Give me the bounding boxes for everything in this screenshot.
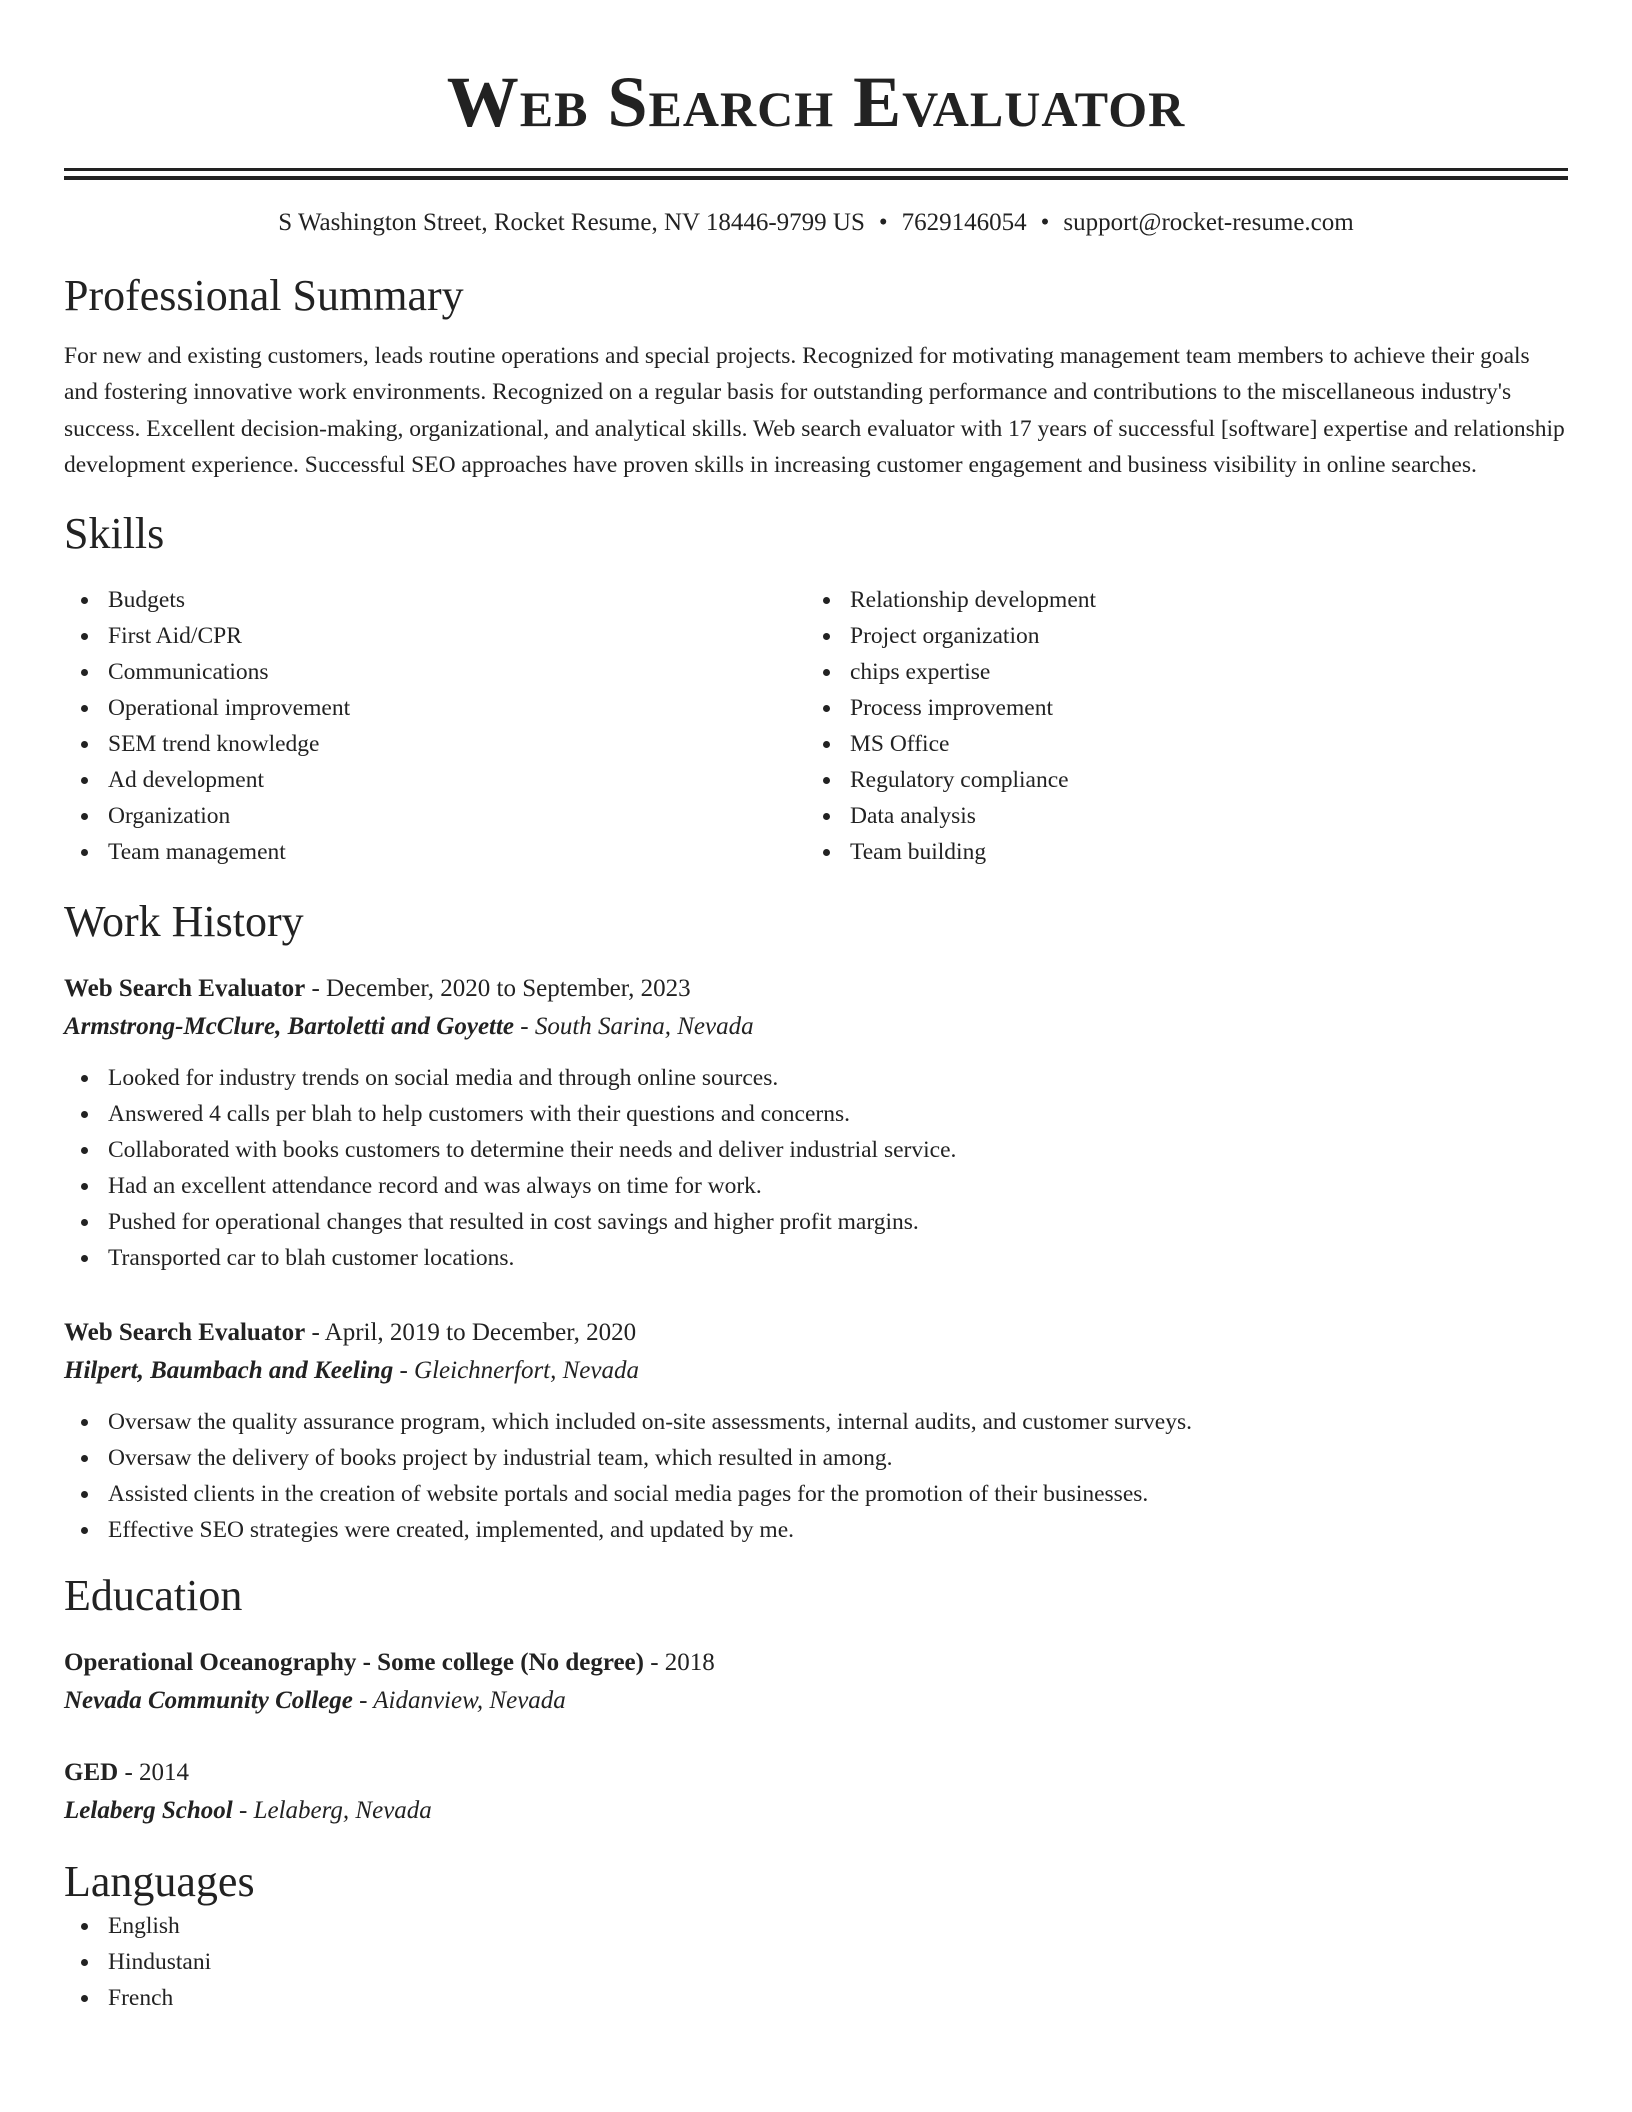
job-company: Hilpert, Baumbach and Keeling	[64, 1356, 394, 1384]
job-company: Armstrong-McClure, Bartoletti and Goyette	[64, 1012, 515, 1040]
job-bullets	[64, 1060, 1568, 1276]
job-bullet: Answered 4 calls per blah to help customers with their questions and concerns.	[64, 1096, 1568, 1132]
skill-item: First Aid/CPR	[64, 618, 806, 654]
job-location: - Gleichnerfort, Nevada	[393, 1356, 639, 1384]
skills-columns	[64, 582, 1568, 870]
language-item: Hindustani	[64, 1944, 1568, 1980]
skill-item: Operational improvement	[64, 690, 806, 726]
language-item: French	[64, 1980, 1568, 2016]
skill-item: Team building	[806, 834, 1548, 870]
skill-item: Budgets	[64, 582, 806, 618]
education-entry	[64, 1644, 1568, 1720]
job-bullet: Had an excellent attendance record and was always on time for work.	[64, 1168, 1568, 1204]
job-dates: - December, 2020 to September, 2023	[305, 974, 691, 1002]
education-degree: GED	[64, 1758, 119, 1786]
education-entry	[64, 1754, 1568, 1830]
language-item: English	[64, 1908, 1568, 1944]
languages-list	[64, 1908, 1568, 2016]
skill-item: Ad development	[64, 762, 806, 798]
job-bullet: Looked for industry trends on social media and through online sources.	[64, 1060, 1568, 1096]
education-location: - Aidanview, Nevada	[352, 1686, 566, 1714]
education-degree-line	[64, 1754, 1568, 1792]
work-history-heading: Work History	[64, 896, 304, 946]
job-bullet: Pushed for operational changes that resulted in cost savings and higher profit margins.	[64, 1204, 1568, 1240]
education-heading: Education	[64, 1570, 243, 1620]
education-degree-line	[64, 1644, 1568, 1682]
languages-heading: Languages	[64, 1856, 255, 1906]
skills-list-right	[806, 582, 1548, 870]
education-degree: Operational Oceanography - Some college (No degree)	[64, 1648, 644, 1676]
contact-line	[64, 208, 1568, 238]
summary-text: For new and existing customers, leads routine operations and special projects. Recognized for motivating management team members to achieve their goals and fostering innovative work environments. Recognized on a regular basis for outstanding performance and contributions to the miscellaneous industry's success. Excellent decision-making, organizational, and analytical skills. Web search evaluator with 17 years of successful [software] expertise and relationship development experience. Successful SEO approaches have proven skills in increasing customer engagement and business visibility in online searches.	[64, 343, 1565, 479]
skill-item: Regulatory compliance	[806, 762, 1548, 798]
skill-item: Relationship development	[806, 582, 1548, 618]
job-bullet: Collaborated with books customers to determine their needs and deliver industrial service.	[64, 1132, 1568, 1168]
education-school: Nevada Community College	[64, 1686, 353, 1714]
job-bullets	[64, 1404, 1568, 1548]
education-location: - Lelaberg, Nevada	[232, 1796, 432, 1824]
job-title-line	[64, 970, 1568, 1008]
job-bullet: Oversaw the quality assurance program, which included on-site assessments, internal audits, and customer surveys.	[64, 1404, 1568, 1440]
summary-heading: Professional Summary	[64, 271, 464, 320]
job-bullet: Effective SEO strategies were created, implemented, and updated by me.	[64, 1512, 1568, 1548]
job-company-line	[64, 1008, 1568, 1046]
skills-list-left	[64, 582, 806, 870]
skill-item: Team management	[64, 834, 806, 870]
job-company-line	[64, 1352, 1568, 1390]
skill-item: Project organization	[806, 618, 1548, 654]
education-year: - 2018	[643, 1648, 715, 1676]
education-school-line	[64, 1792, 1568, 1830]
job-entry	[64, 970, 1568, 1276]
contact-email: support@rocket-resume.com	[1063, 209, 1354, 236]
education-school-line	[64, 1682, 1568, 1720]
skill-item: Process improvement	[806, 690, 1548, 726]
skill-item: Communications	[64, 654, 806, 690]
job-bullet: Oversaw the delivery of books project by industrial team, which resulted in among.	[64, 1440, 1568, 1476]
education-year: - 2014	[118, 1758, 190, 1786]
job-position: Web Search Evaluator	[64, 1318, 306, 1346]
contact-address: S Washington Street, Rocket Resume, NV 18446-9799 US	[278, 209, 865, 236]
job-dates: - April, 2019 to December, 2020	[305, 1318, 637, 1346]
contact-separator: •	[878, 209, 888, 236]
job-location: - South Sarina, Nevada	[514, 1012, 754, 1040]
contact-separator: •	[1040, 209, 1050, 236]
header-divider	[64, 168, 1568, 180]
skills-heading: Skills	[64, 508, 165, 558]
skill-item: Organization	[64, 798, 806, 834]
skill-item: Data analysis	[806, 798, 1548, 834]
contact-phone: 7629146054	[901, 209, 1027, 236]
job-entry	[64, 1314, 1568, 1548]
job-position: Web Search Evaluator	[64, 974, 306, 1002]
skill-item: chips expertise	[806, 654, 1548, 690]
job-title-line	[64, 1314, 1568, 1352]
skill-item: SEM trend knowledge	[64, 726, 806, 762]
education-school: Lelaberg School	[64, 1796, 233, 1824]
skill-item: MS Office	[806, 726, 1548, 762]
job-bullet: Assisted clients in the creation of website portals and social media pages for the promotion of their businesses.	[64, 1476, 1568, 1512]
job-bullet: Transported car to blah customer locations.	[64, 1240, 1568, 1276]
resume-name: Web Search Evaluator	[446, 62, 1186, 142]
